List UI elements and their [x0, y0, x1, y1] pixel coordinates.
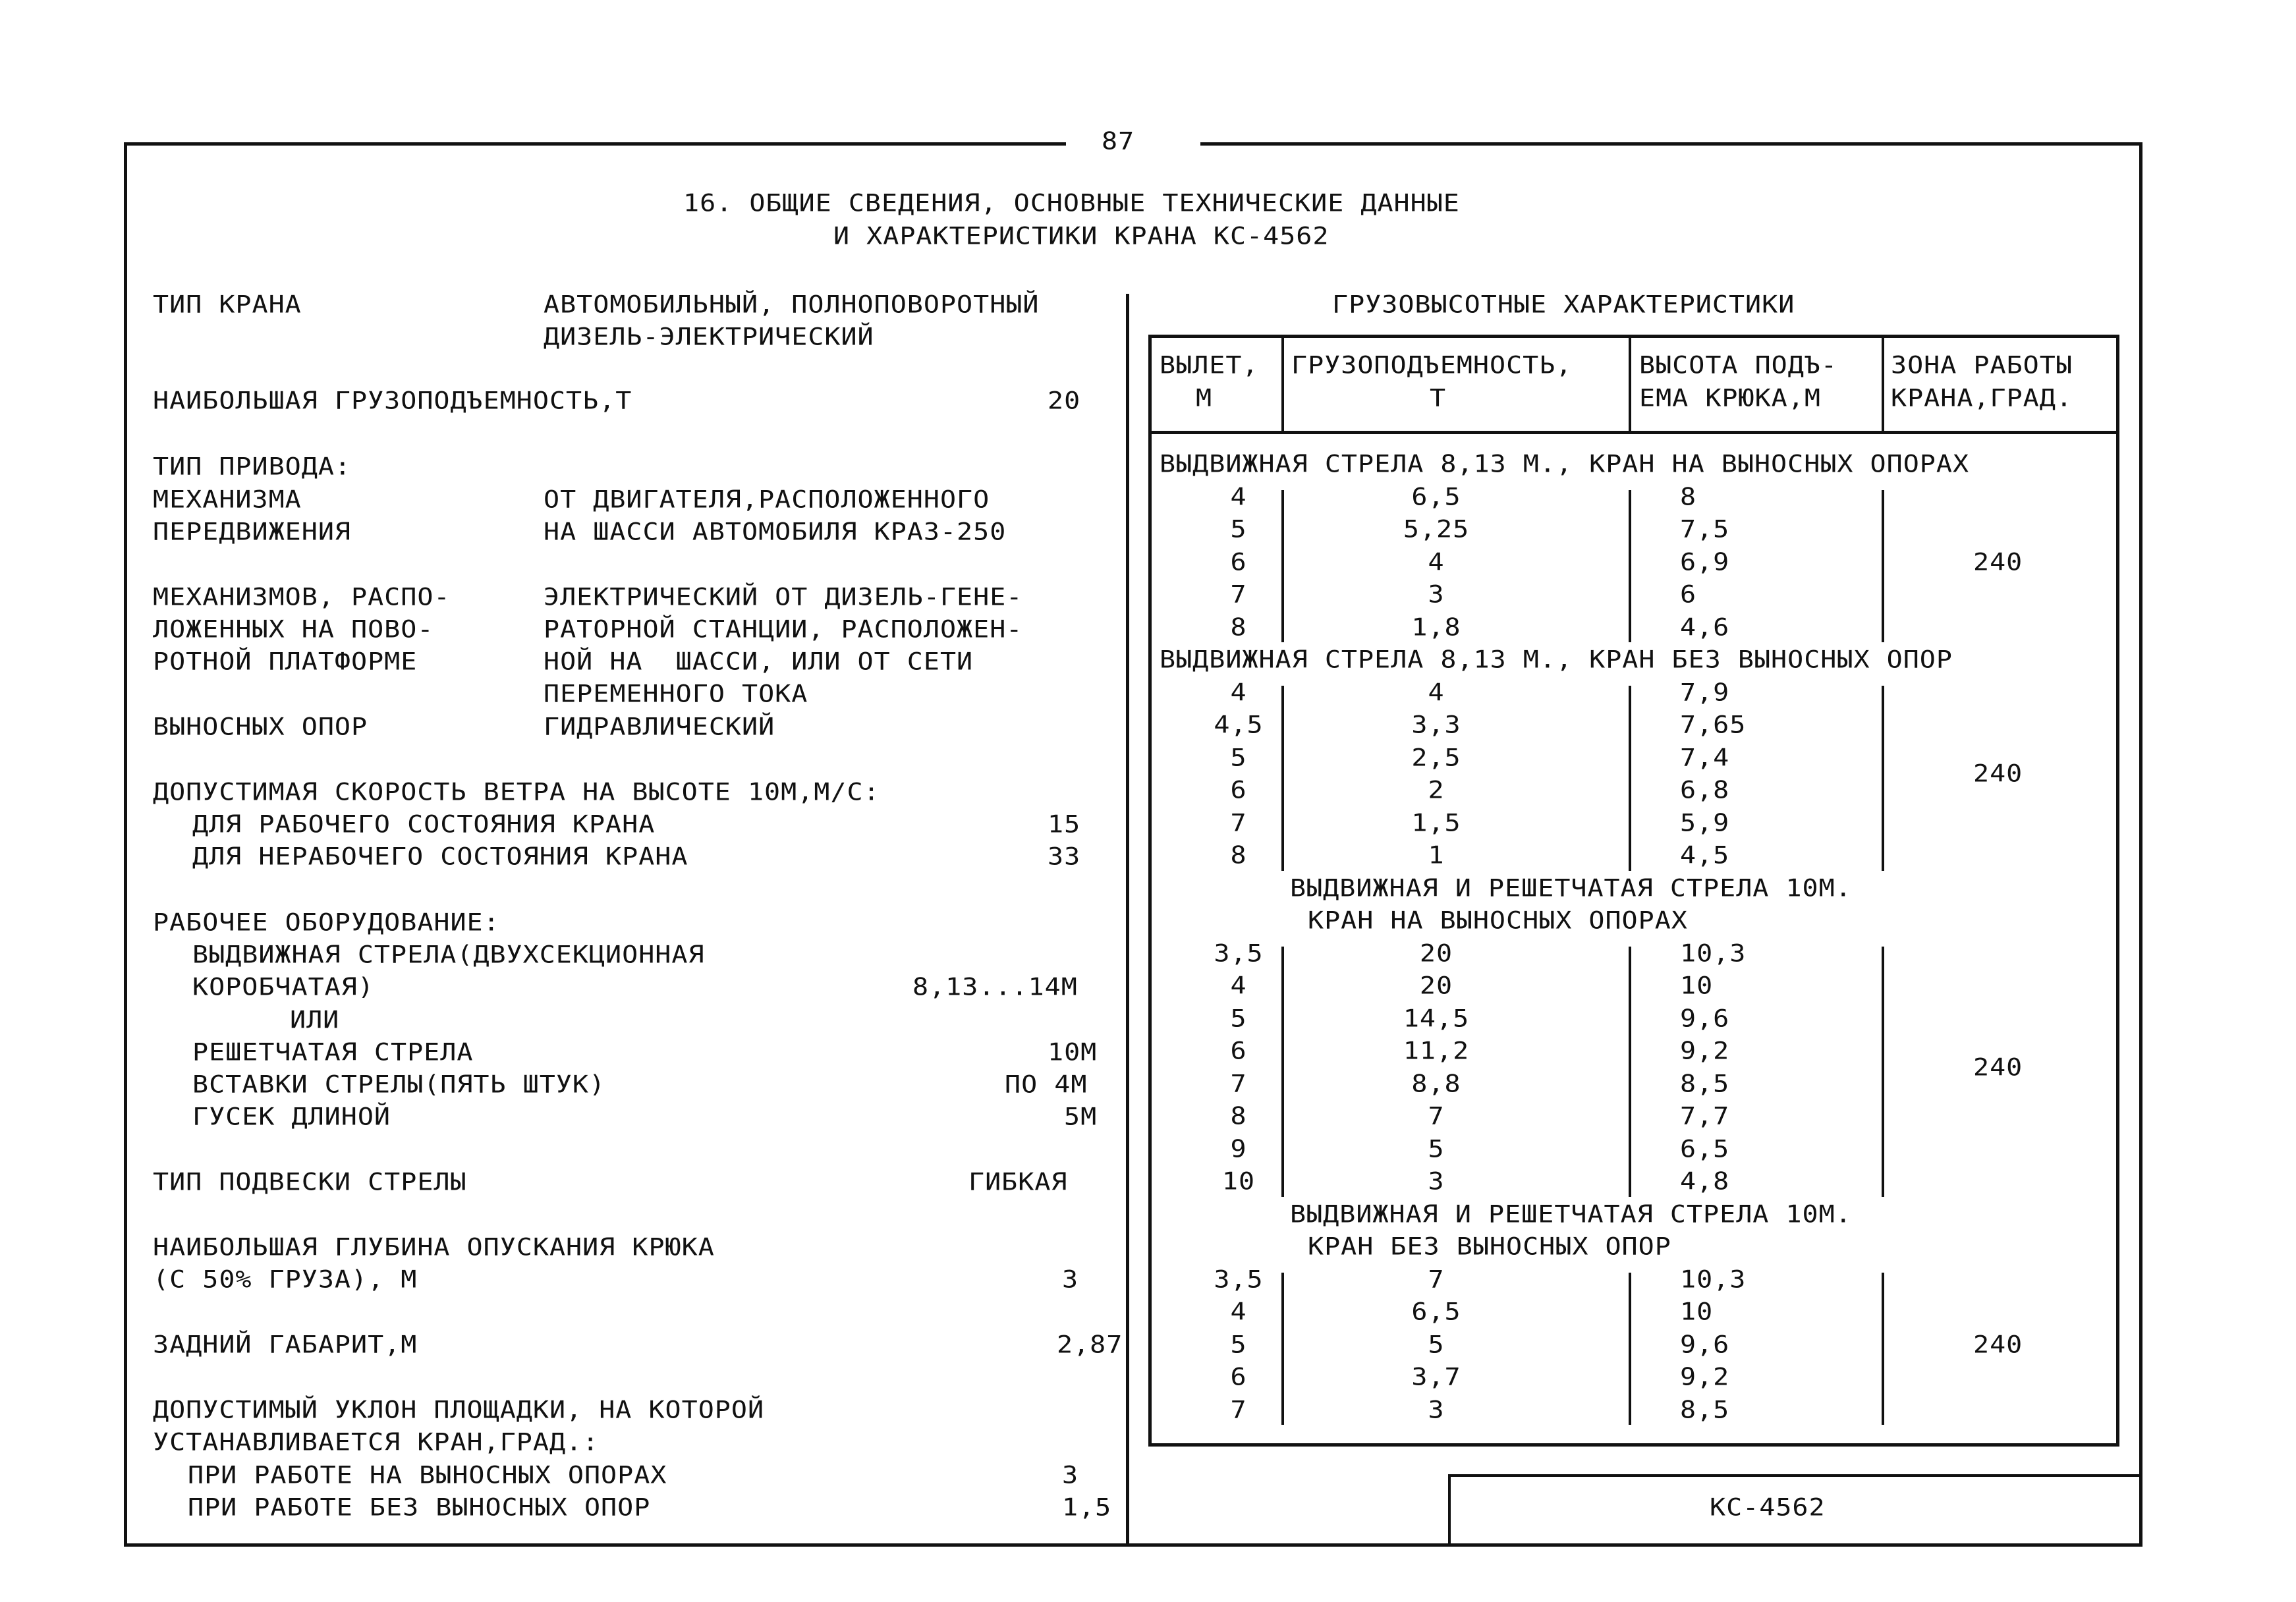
section-title: КРАН БЕЗ ВЫНОСНЫХ ОПОР [1308, 1232, 1671, 1261]
cell-height: 9,2 [1680, 1037, 1730, 1065]
drive-platform-value-4: ПЕРЕМЕННОГО ТОКА [544, 680, 808, 708]
cell-capacity: 3,3 [1411, 711, 1461, 739]
cell-height: 6 [1680, 580, 1697, 609]
header-radius-1: ВЫЛЕТ, [1160, 351, 1259, 379]
cell-height: 10 [1680, 972, 1714, 1000]
cell-height: 8 [1680, 482, 1697, 511]
column-rule [1629, 490, 1631, 643]
hook-depth-label-1: НАИБОЛЬШАЯ ГЛУБИНА ОПУСКАНИЯ КРЮКА [153, 1233, 715, 1261]
cell-height: 8,5 [1680, 1069, 1730, 1098]
cell-height: 10,3 [1680, 939, 1747, 968]
frame-top-left [124, 142, 1066, 146]
cell-radius: 4 [1230, 1298, 1247, 1326]
cell-radius: 7 [1230, 1395, 1247, 1424]
drive-platform-value-1: ЭЛЕКТРИЧЕСКИЙ ОТ ДИЗЕЛЬ-ГЕНЕ- [544, 583, 1023, 611]
section-title: ВЫДВИЖНАЯ И РЕШЕТЧАТАЯ СТРЕЛА 10М. [1290, 873, 1852, 902]
cell-capacity: 6,5 [1411, 1298, 1461, 1326]
equipment-boom-label-1: ВЫДВИЖНАЯ СТРЕЛА(ДВУХСЕКЦИОННАЯ [192, 941, 705, 969]
column-divider [1126, 294, 1129, 1547]
wind-idle-label: ДЛЯ НЕРАБОЧЕГО СОСТОЯНИЯ КРАНА [192, 842, 688, 871]
drive-move-label-1: МЕХАНИЗМА [153, 485, 302, 514]
equipment-inserts-value: ПО 4М [1005, 1070, 1088, 1099]
cell-capacity: 11,2 [1403, 1037, 1470, 1065]
column-rule [1882, 947, 1884, 1197]
slope-label-1: ДОПУСТИМЫЙ УКЛОН ПЛОЩАДКИ, НА КОТОРОЙ [153, 1396, 765, 1424]
cell-capacity: 6,5 [1411, 482, 1461, 511]
cell-radius: 6 [1230, 1037, 1247, 1065]
cell-height: 10 [1680, 1298, 1714, 1326]
tail-swing-value: 2,87 [1057, 1331, 1123, 1359]
column-rule [1629, 947, 1631, 1197]
cell-height: 8,5 [1680, 1395, 1730, 1424]
cell-capacity: 2,5 [1411, 743, 1461, 772]
header-col-divider-3 [1882, 335, 1884, 434]
cell-height: 4,6 [1680, 613, 1730, 642]
column-rule [1882, 686, 1884, 871]
cell-radius: 6 [1230, 776, 1247, 804]
wind-idle-value: 33 [1048, 842, 1081, 871]
table-top [1148, 335, 2119, 338]
column-rule [1281, 1273, 1284, 1425]
drive-platform-label-1: МЕХАНИЗМОВ, РАСПО- [153, 583, 451, 611]
cell-radius: 4 [1230, 482, 1247, 511]
cell-radius: 7 [1230, 808, 1247, 837]
max-capacity-value: 20 [1048, 387, 1081, 415]
cell-height: 7,5 [1680, 515, 1730, 543]
wind-working-label: ДЛЯ РАБОЧЕГО СОСТОЯНИЯ КРАНА [192, 810, 656, 839]
cell-capacity: 3 [1428, 580, 1445, 609]
header-col-divider-1 [1281, 335, 1284, 434]
equipment-jib-value: 5М [1064, 1103, 1098, 1131]
cell-radius: 8 [1230, 613, 1247, 642]
cell-height: 5,9 [1680, 808, 1730, 837]
slope-without-label: ПРИ РАБОТЕ БЕЗ ВЫНОСНЫХ ОПОР [188, 1493, 651, 1522]
equipment-lattice-value: 10М [1048, 1038, 1098, 1066]
cell-radius: 5 [1230, 1330, 1247, 1359]
header-capacity-1: ГРУЗОПОДЪЕМНОСТЬ, [1291, 351, 1573, 379]
cell-radius: 4,5 [1214, 711, 1264, 739]
cell-capacity: 7 [1428, 1265, 1445, 1294]
equipment-boom-value: 8,13...14М [912, 973, 1078, 1001]
page-number: 87 [1102, 127, 1135, 155]
page-title-line-2: И ХАРАКТЕРИСТИКИ КРАНА КС-4562 [833, 222, 1330, 250]
cell-zone: 240 [1973, 760, 2023, 788]
header-height-2: ЕМА КРЮКА,М [1639, 384, 1821, 412]
cell-capacity: 8,8 [1411, 1069, 1461, 1098]
cell-zone: 240 [1973, 1053, 2023, 1082]
cell-radius: 9 [1230, 1134, 1247, 1163]
stamp-box-top [1448, 1474, 2142, 1477]
frame-top-right [1200, 142, 2142, 146]
cell-height: 10,3 [1680, 1265, 1747, 1294]
cell-capacity: 5,25 [1403, 515, 1470, 543]
cell-capacity: 1 [1428, 841, 1445, 870]
table-bottom [1148, 1443, 2119, 1447]
cell-radius: 3,5 [1214, 1265, 1264, 1294]
tail-swing-label: ЗАДНИЙ ГАБАРИТ,М [153, 1331, 418, 1359]
crane-type-value-2: ДИЗЕЛЬ-ЭЛЕКТРИЧЕСКИЙ [544, 323, 874, 351]
slope-label-2: УСТАНАВЛИВАЕТСЯ КРАН,ГРАД.: [153, 1428, 600, 1456]
cell-radius: 6 [1230, 547, 1247, 576]
drive-outrigger-value: ГИДРАВЛИЧЕСКИЙ [544, 713, 775, 741]
stamp-text: КС-4562 [1710, 1493, 1826, 1522]
header-capacity-2: Т [1430, 384, 1447, 412]
cell-radius: 8 [1230, 841, 1247, 870]
cell-radius: 5 [1230, 743, 1247, 772]
cell-capacity: 3 [1428, 1167, 1445, 1196]
frame-bottom [124, 1543, 2142, 1547]
cell-zone: 240 [1973, 547, 2023, 576]
section-title: ВЫДВИЖНАЯ СТРЕЛА 8,13 М., КРАН БЕЗ ВЫНОСНЫХ ОПОР [1160, 646, 1953, 674]
cell-capacity: 20 [1419, 972, 1453, 1000]
section-title: КРАН НА ВЫНОСНЫХ ОПОРАХ [1308, 906, 1688, 935]
cell-height: 4,5 [1680, 841, 1730, 870]
table-right [2116, 335, 2119, 1447]
page-title-line-1: 16. ОБЩИЕ СВЕДЕНИЯ, ОСНОВНЫЕ ТЕХНИЧЕСКИЕ ДАННЫЕ [683, 189, 1460, 217]
cell-capacity: 14,5 [1403, 1004, 1470, 1033]
cell-capacity: 4 [1428, 678, 1445, 707]
cell-height: 7,65 [1680, 711, 1747, 739]
crane-type-label: ТИП КРАНА [153, 290, 302, 319]
cell-radius: 5 [1230, 515, 1247, 543]
section-title: ВЫДВИЖНАЯ И РЕШЕТЧАТАЯ СТРЕЛА 10М. [1290, 1200, 1852, 1229]
cell-height: 7,4 [1680, 743, 1730, 772]
cell-height: 9,2 [1680, 1363, 1730, 1391]
cell-radius: 4 [1230, 678, 1247, 707]
cell-capacity: 2 [1428, 776, 1445, 804]
cell-height: 4,8 [1680, 1167, 1730, 1196]
hook-depth-label-2: (С 50% ГРУЗА), М [153, 1265, 418, 1294]
cell-height: 9,6 [1680, 1330, 1730, 1359]
crane-type-value-1: АВТОМОБИЛЬНЫЙ, ПОЛНОПОВОРОТНЫЙ [544, 290, 1040, 319]
wind-header: ДОПУСТИМАЯ СКОРОСТЬ ВЕТРА НА ВЫСОТЕ 10М,М/С: [153, 778, 880, 806]
column-rule [1882, 1273, 1884, 1425]
cell-radius: 7 [1230, 580, 1247, 609]
drive-header: ТИП ПРИВОДА: [153, 453, 351, 481]
wind-working-value: 15 [1048, 810, 1081, 839]
header-radius-2: М [1196, 384, 1213, 412]
slope-with-label: ПРИ РАБОТЕ НА ВЫНОСНЫХ ОПОРАХ [188, 1461, 667, 1489]
drive-platform-value-3: НОЙ НА ШАССИ, ИЛИ ОТ СЕТИ [544, 648, 974, 676]
stamp-box-left [1448, 1474, 1451, 1547]
table-left [1148, 335, 1152, 1447]
cell-height: 9,6 [1680, 1004, 1730, 1033]
column-rule [1281, 490, 1284, 643]
cell-radius: 10 [1221, 1167, 1256, 1196]
header-col-divider-2 [1629, 335, 1631, 434]
drive-platform-label-2: ЛОЖЕННЫХ НА ПОВО- [153, 615, 434, 644]
drive-platform-label-3: РОТНОЙ ПЛАТФОРМЕ [153, 648, 418, 676]
load-table-title: ГРУЗОВЫСОТНЫЕ ХАРАКТЕРИСТИКИ [1332, 290, 1795, 319]
column-rule [1629, 1273, 1631, 1425]
column-rule [1281, 947, 1284, 1197]
cell-height: 6,5 [1680, 1134, 1730, 1163]
slope-with-value: 3 [1062, 1461, 1079, 1489]
suspension-label: ТИП ПОДВЕСКИ СТРЕЛЫ [153, 1168, 467, 1196]
section-title: ВЫДВИЖНАЯ СТРЕЛА 8,13 М., КРАН НА ВЫНОСНЫХ ОПОРАХ [1160, 450, 1970, 478]
cell-capacity: 3,7 [1411, 1363, 1461, 1391]
equipment-jib-label: ГУСЕК ДЛИНОЙ [192, 1103, 391, 1131]
cell-capacity: 3 [1428, 1395, 1445, 1424]
cell-height: 6,8 [1680, 776, 1730, 804]
suspension-value: ГИБКАЯ [968, 1168, 1068, 1196]
cell-radius: 7 [1230, 1069, 1247, 1098]
cell-radius: 3,5 [1214, 939, 1264, 968]
drive-platform-value-2: РАТОРНОЙ СТАНЦИИ, РАСПОЛОЖЕН- [544, 615, 1023, 644]
cell-capacity: 1,5 [1411, 808, 1461, 837]
header-height-1: ВЫСОТА ПОДЪ- [1639, 351, 1837, 379]
cell-radius: 5 [1230, 1004, 1247, 1033]
table-header-bottom [1148, 431, 2119, 434]
cell-capacity: 7 [1428, 1102, 1445, 1130]
max-capacity-label: НАИБОЛЬШАЯ ГРУЗОПОДЪЕМНОСТЬ,Т [153, 387, 632, 415]
drive-move-label-2: ПЕРЕДВИЖЕНИЯ [153, 518, 351, 546]
drive-outrigger-label: ВЫНОСНЫХ ОПОР [153, 713, 368, 741]
cell-height: 6,9 [1680, 547, 1730, 576]
header-zone-2: КРАНА,ГРАД. [1891, 384, 2073, 412]
equipment-inserts-label: ВСТАВКИ СТРЕЛЫ(ПЯТЬ ШТУК) [192, 1070, 606, 1099]
column-rule [1882, 490, 1884, 643]
column-rule [1629, 686, 1631, 871]
cell-height: 7,9 [1680, 678, 1730, 707]
cell-height: 7,7 [1680, 1102, 1730, 1130]
cell-capacity: 20 [1419, 939, 1453, 968]
cell-capacity: 5 [1428, 1134, 1445, 1163]
frame-right [2139, 142, 2142, 1547]
drive-move-value-2: НА ШАССИ АВТОМОБИЛЯ КРАЗ-250 [544, 518, 1007, 546]
cell-radius: 4 [1230, 972, 1247, 1000]
cell-capacity: 1,8 [1411, 613, 1461, 642]
cell-capacity: 5 [1428, 1330, 1445, 1359]
equipment-header: РАБОЧЕЕ ОБОРУДОВАНИЕ: [153, 908, 500, 937]
hook-depth-value: 3 [1062, 1265, 1079, 1294]
frame-left [124, 142, 127, 1547]
cell-capacity: 4 [1428, 547, 1445, 576]
slope-without-value: 1,5 [1062, 1493, 1112, 1522]
cell-radius: 6 [1230, 1363, 1247, 1391]
header-zone-1: ЗОНА РАБОТЫ [1891, 351, 2073, 379]
cell-radius: 8 [1230, 1102, 1247, 1130]
equipment-or: ИЛИ [290, 1006, 340, 1034]
equipment-boom-label-2: КОРОБЧАТАЯ) [192, 973, 374, 1001]
equipment-lattice-label: РЕШЕТЧАТАЯ СТРЕЛА [192, 1038, 474, 1066]
cell-zone: 240 [1973, 1330, 2023, 1359]
column-rule [1281, 686, 1284, 871]
drive-move-value-1: ОТ ДВИГАТЕЛЯ,РАСПОЛОЖЕННОГО [544, 485, 990, 514]
